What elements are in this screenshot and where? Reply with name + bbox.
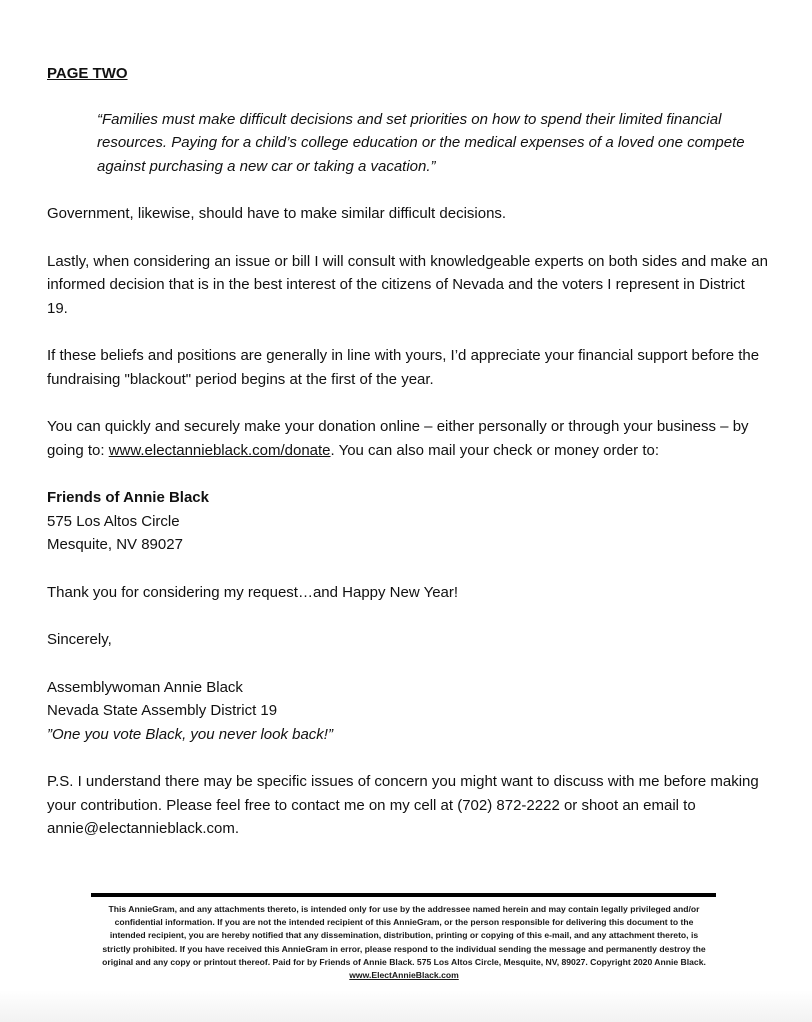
footer-link[interactable]: www.ElectAnnieBlack.com	[349, 970, 459, 981]
page-heading: PAGE TWO	[47, 65, 128, 82]
donate-outro: . You can also mail your check or money order to:	[330, 441, 660, 459]
paragraph-donate	[47, 415, 769, 462]
address-city: Mesquite, NV 89027	[47, 536, 183, 553]
closing: Sincerely,	[47, 631, 112, 648]
paragraph-government: Government, likewise, should have to make similar difficult decisions.	[47, 205, 507, 222]
address-name: Friends of Annie Black	[47, 489, 209, 506]
paragraph-lastly: Lastly, when considering an issue or bill I will consult with knowledgeable experts on both sides and make an informed decision that is in the best interest of the citizens of Nevada and the voters I represent in District 19.	[47, 252, 768, 317]
footer-divider	[91, 893, 716, 897]
donate-intro: You can quickly and securely make your donation online – either personally or through your business – by going to:	[47, 418, 749, 459]
donate-link[interactable]: www.electannieblack.com/donate	[108, 441, 331, 459]
signature-slogan: ”One you vote Black, you never look back!”	[47, 725, 333, 743]
footer-text: This AnnieGram, and any attachments thereto, is intended only for use by the addressee named herein and may contain legally privileged and/or confidential information. If you are not the intended recipient of this AnnieGram, or the person responsible for delivering this document to the intended recipient, you are hereby notified that any dissemination, distribution, printing or copying of this e-mail, and any attachment thereto, is strictly prohibited. If you have received this AnnieGram in error, please respond to the individual sending the message and permanently destroy the original and any copy or printout thereof. Paid for by Friends of Annie Black. 575 Los Altos Circle, Mesquite, NV, 89027. Copyright 2020 Annie Black.	[102, 904, 706, 967]
signature-block	[47, 676, 769, 747]
quote-block: “Families must make difficult decisions and set priorities on how to spend their limited financial resources. Paying for a child’s college education or the medical expenses of a loved one compete against purchasing a new car or taking a vacation.”	[97, 110, 745, 175]
footer-disclaimer	[96, 903, 712, 982]
signature-name: Assemblywoman Annie Black	[47, 678, 243, 696]
signature-title: Nevada State Assembly District 19	[47, 702, 278, 719]
paragraph-ps: P.S. I understand there may be specific issues of concern you might want to discuss with me before making your contribution. Please feel free to contact me on my cell at (702) 872-2222 or shoot an email to annie@electannieblack.com.	[47, 773, 759, 837]
letter-body	[47, 62, 769, 865]
page-bottom-shade	[0, 990, 812, 1022]
mailing-address	[47, 486, 769, 557]
address-street: 575 Los Altos Circle	[47, 512, 180, 530]
paragraph-thanks: Thank you for considering my request…and Happy New Year!	[47, 583, 459, 601]
paragraph-beliefs: If these beliefs and positions are generally in line with yours, I’d appreciate your financial support before the fundraising "blackout" period begins at the first of the year.	[47, 347, 760, 388]
